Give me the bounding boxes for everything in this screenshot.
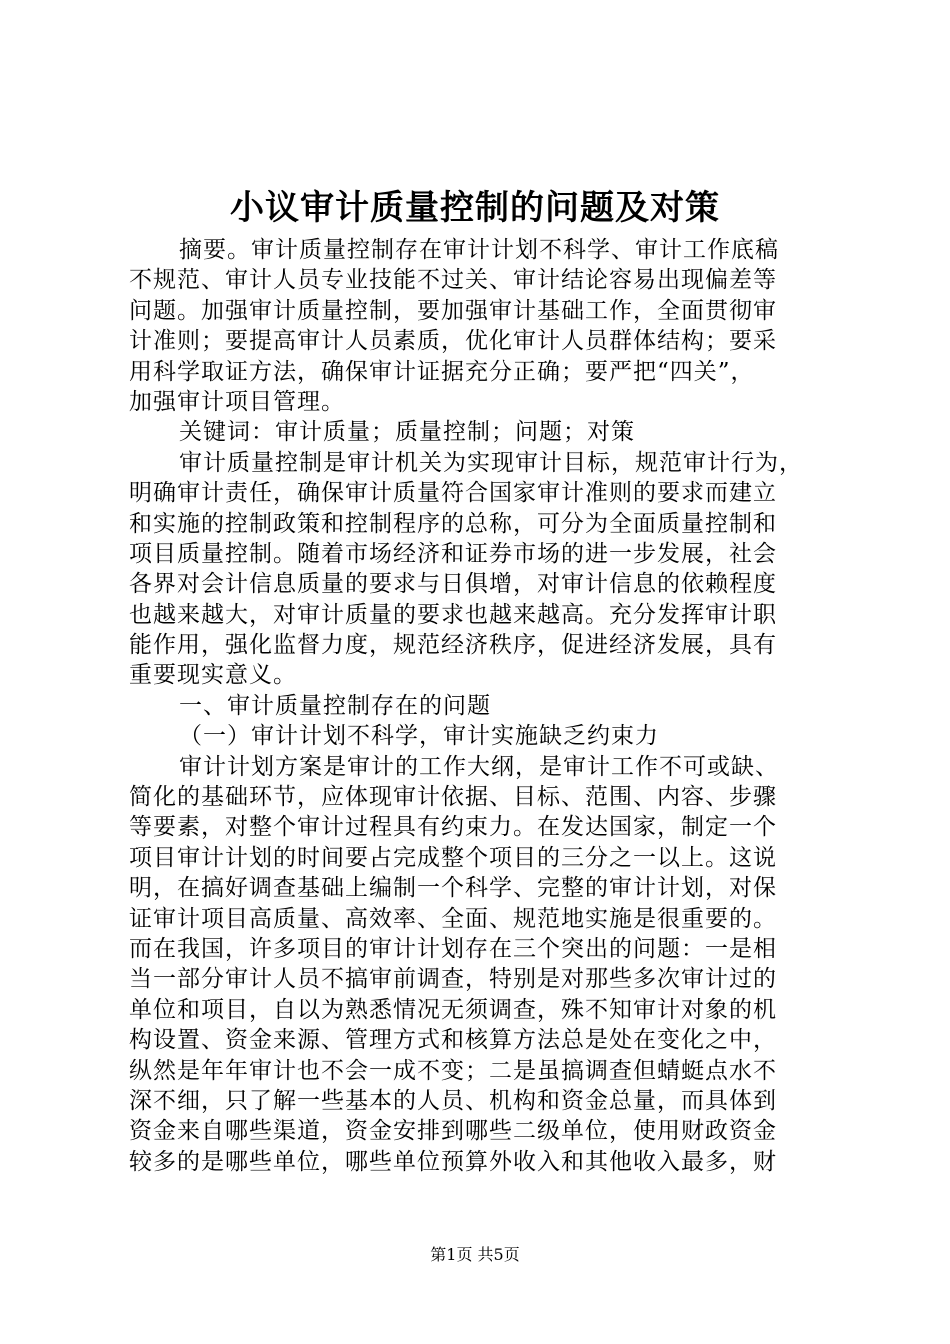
paragraph-line: 深不细，只了解一些基本的人员、机构和资金总量，而具体到 — [129, 1087, 777, 1114]
paragraph-line: 项目审计计划的时间要占完成整个项目的三分之一以上。这说 — [129, 844, 777, 871]
paragraph-line: 审计计划方案是审计的工作大纲，是审计工作不可或缺、 — [179, 753, 779, 780]
paragraph-line: 也越来越大，对审计质量的要求也越来越高。充分发挥审计职 — [129, 601, 777, 628]
subsection-heading: （一）审计计划不科学，审计实施缺乏约束力 — [179, 723, 659, 750]
paragraph-line: 等要素，对整个审计过程具有约束力。在发达国家，制定一个 — [129, 814, 777, 841]
paragraph-line: 明确审计责任，确保审计质量符合国家审计准则的要求而建立 — [129, 480, 777, 507]
paragraph-line: 重要现实意义。 — [129, 662, 297, 689]
section-heading: 一、审计质量控制存在的问题 — [179, 692, 491, 719]
paragraph-line: 较多的是哪些单位，哪些单位预算外收入和其他收入最多，财 — [129, 1148, 777, 1175]
abstract-line: 计准则；要提高审计人员素质，优化审计人员群体结构；要采 — [129, 328, 777, 355]
paragraph-line: 当一部分审计人员不搞审前调查，特别是对那些多次审计过的 — [129, 966, 777, 993]
page-number-footer: 第1页 共5页 — [430, 1245, 520, 1264]
paragraph-line: 构设置、资金来源、管理方式和核算方法总是处在变化之中， — [129, 1027, 777, 1054]
document-title: 小议审计质量控制的问题及对策 — [230, 188, 720, 228]
paragraph-line: 纵然是年年审计也不会一成不变；二是虽搞调查但蜻蜓点水不 — [129, 1057, 777, 1084]
paragraph-line: 和实施的控制政策和控制程序的总称，可分为全面质量控制和 — [129, 510, 777, 537]
paragraph-line: 能作用，强化监督力度，规范经济秩序，促进经济发展，具有 — [129, 632, 777, 659]
document-body — [129, 235, 829, 1177]
paragraph-line: 证审计项目高质量、高效率、全面、规范地实施是很重要的。 — [129, 905, 777, 932]
keywords-line: 关键词：审计质量；质量控制；问题；对策 — [179, 419, 635, 446]
paragraph-line: 明，在搞好调查基础上编制一个科学、完整的审计计划，对保 — [129, 875, 777, 902]
paragraph-line: 资金来自哪些渠道，资金安排到哪些二级单位，使用财政资金 — [129, 1118, 777, 1145]
abstract-line: 不规范、审计人员专业技能不过关、审计结论容易出现偏差等 — [129, 267, 777, 294]
paragraph-line: 审计质量控制是审计机关为实现审计目标，规范审计行为， — [179, 449, 803, 476]
abstract-line: 加强审计项目管理。 — [129, 388, 345, 415]
abstract-line: 问题。加强审计质量控制，要加强审计基础工作，全面贯彻审 — [129, 297, 777, 324]
abstract-line: 用科学取证方法，确保审计证据充分正确；要严把“四关”， — [129, 358, 755, 385]
paragraph-line: 项目质量控制。随着市场经济和证券市场的进一步发展，社会 — [129, 540, 777, 567]
paragraph-line: 各界对会计信息质量的要求与日俱增，对审计信息的依赖程度 — [129, 571, 777, 598]
paragraph-line: 简化的基础环节，应体现审计依据、目标、范围、内容、步骤 — [129, 784, 777, 811]
abstract-line: 摘要。审计质量控制存在审计计划不科学、审计工作底稿 — [179, 237, 779, 263]
paragraph-line: 单位和项目，自以为熟悉情况无须调查，殊不知审计对象的机 — [129, 996, 777, 1023]
paragraph-line: 而在我国，许多项目的审计计划存在三个突出的问题：一是相 — [129, 935, 777, 962]
